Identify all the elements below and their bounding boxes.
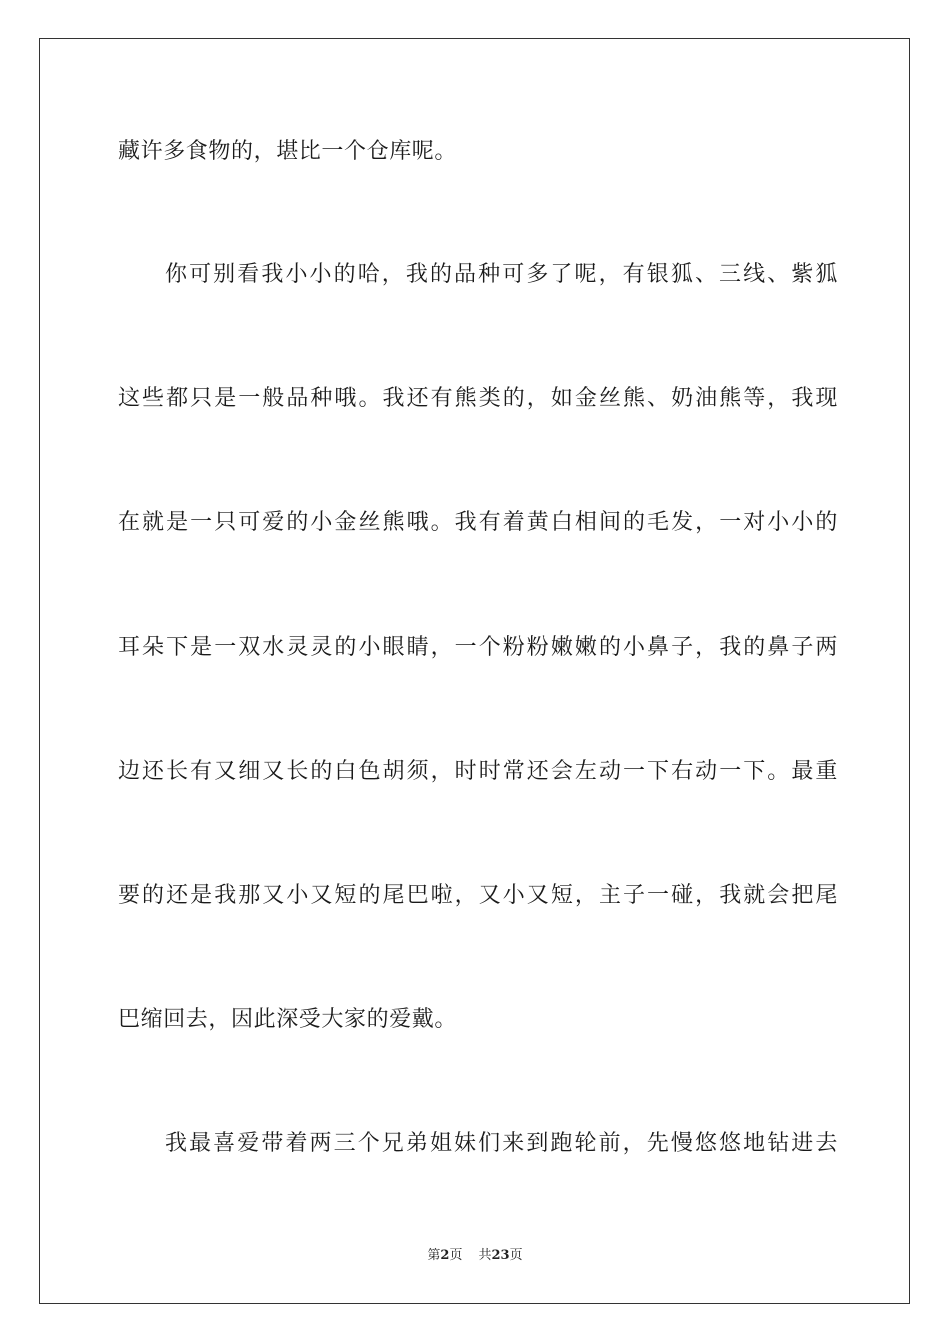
- page-number: 2: [440, 1248, 450, 1263]
- page-border: [39, 38, 910, 1304]
- page-footer: [0, 1247, 950, 1265]
- text-line-6: 边还长有又细又长的白色胡须，时时常还会左动一下右动一下。最重: [118, 759, 838, 784]
- text-line-1: 藏许多食物的，堪比一个仓库呢。: [118, 139, 458, 164]
- text-line-4: 在就是一只可爱的小金丝熊哦。我有着黄白相间的毛发，一对小小的: [118, 510, 838, 535]
- total-prefix: 共: [478, 1248, 492, 1263]
- text-line-3: 这些都只是一般品种哦。我还有熊类的，如金丝熊、奶油熊等，我现: [118, 386, 838, 411]
- total-suffix: 页: [509, 1248, 523, 1263]
- text-line-8: 巴缩回去，因此深受大家的爱戴。: [118, 1007, 458, 1032]
- page-suffix: 页: [449, 1248, 463, 1263]
- text-line-2: 你可别看我小小的哈，我的品种可多了呢，有银狐、三线、紫狐: [165, 262, 838, 287]
- text-line-5: 耳朵下是一双水灵灵的小眼睛，一个粉粉嫩嫩的小鼻子，我的鼻子两: [118, 635, 838, 660]
- page-prefix: 第: [427, 1248, 441, 1263]
- text-line-7: 要的还是我那又小又短的尾巴啦，又小又短，主子一碰，我就会把尾: [118, 883, 838, 908]
- text-line-9: 我最喜爱带着两三个兄弟姐妹们来到跑轮前，先慢悠悠地钻进去: [165, 1131, 838, 1156]
- total-pages: 23: [491, 1248, 510, 1263]
